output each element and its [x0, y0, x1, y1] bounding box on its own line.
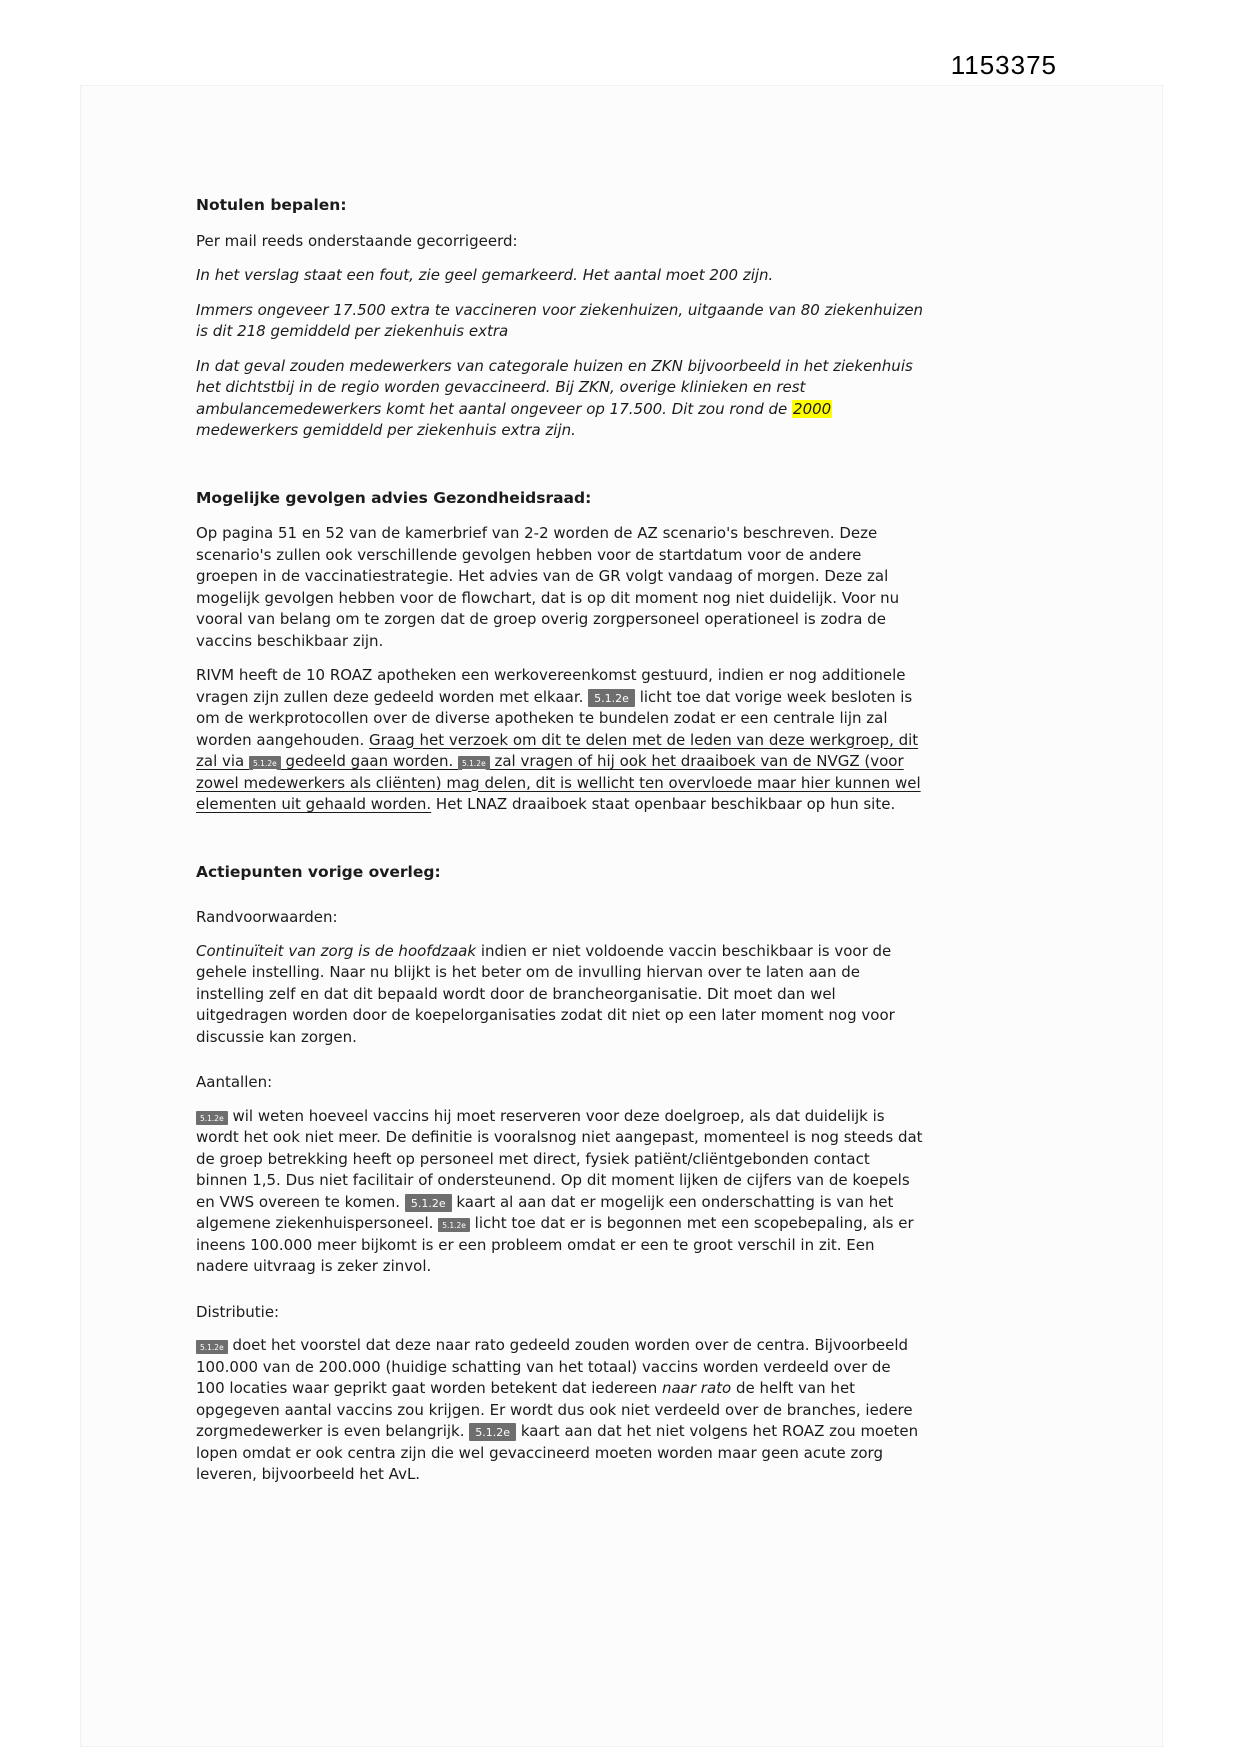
- text-run: indien er niet voldoende vaccin beschikbaar is voor de gehele instelling. Naar nu blijkt is het beter om de invulling hiervan over te laten aan de instelling zelf en dat dit bepaald wordt door de brancheorganisatie. Dit moet dan wel uitgedragen worden door de koepelorganisaties zodat dit niet op een later moment nog voor discussie kan zorgen.: [196, 941, 895, 1046]
- text-run: Randvoorwaarden:: [196, 908, 338, 926]
- text-run: Actiepunten vorige overleg:: [196, 862, 441, 881]
- text-run: zal vragen of hij ook het draaiboek van de NVGZ (voor zowel medewerkers als cliënten) mag delen, dit is wellicht ten overvloede maar hier kunnen wel elementen uit gehaald worden.: [196, 752, 921, 813]
- redaction-box: 5.1.2e: [438, 1218, 470, 1232]
- text-run: Continuïteit van zorg is de hoofdzaak: [196, 941, 477, 960]
- text-run: In dat geval zouden medewerkers van categorale huizen en ZKN bijvoorbeeld in het ziekenhuis het dichtstbij in de regio worden gevaccineerd. Bij ZKN, overige klinieken en rest ambulancemedewerkers komt het aantal ongeveer op 17.500. Dit zou rond de: [196, 356, 913, 418]
- text-run: wil weten hoeveel vaccins hij moet reserveren voor deze doelgroep, als dat duidelijk is wordt het ook niet meer. De definitie is vooralsnog niet aangepast, momenteel is nog steeds dat de groep betrekking heeft op personeel met direct, fysiek patiënt/cliëntgebonden contact binnen 1,5. Dus niet facilitair of ondersteunend. Op dit moment lijken de cijfers van de koepels en VWS overeen te komen.: [196, 1106, 923, 1211]
- text-run: Het LNAZ draaiboek staat openbaar beschikbaar op hun site.: [431, 795, 896, 813]
- redaction-box: 5.1.2e: [458, 756, 490, 770]
- heading: [196, 488, 924, 510]
- document-body: [196, 195, 924, 1499]
- redaction-box: 5.1.2e: [196, 1111, 228, 1125]
- text-run: kaart aan dat het niet volgens het ROAZ zou moeten lopen omdat er ook centra zijn die wel gevaccineerd moeten worden maar geen acute zorg leveren, bijvoorbeeld het AvL.: [196, 1422, 919, 1483]
- heading: [196, 862, 924, 884]
- text-run: naar rato: [661, 1379, 732, 1397]
- text-run: RIVM heeft de 10 ROAZ apotheken een werkovereenkomst gestuurd, indien er nog additionele vragen zijn zullen deze gedeeld worden met elkaar.: [196, 666, 906, 706]
- text-run: Per mail reeds onderstaande gecorrigeerd:: [196, 231, 518, 250]
- subheading: [196, 1072, 924, 1094]
- redaction-box: 5.1.2e: [588, 689, 635, 707]
- text-run: Mogelijke gevolgen advies Gezondheidsraad:: [196, 488, 592, 507]
- paragraph: [196, 941, 924, 1049]
- text-run: Immers ongeveer 17.500 extra te vaccineren voor ziekenhuizen, uitgaande van 80 ziekenhuizen is dit 218 gemiddeld per ziekenhuis extra: [196, 300, 924, 340]
- paragraph: [196, 231, 924, 253]
- paragraph: [196, 356, 924, 442]
- subheading: [196, 1302, 924, 1324]
- text-run: In het verslag staat een fout, zie geel gemarkeerd. Het aantal moet 200 zijn.: [196, 266, 774, 284]
- text-run: Graag het verzoek om dit te delen met de leden van deze werkgroep, dit zal via: [196, 730, 919, 770]
- text-run: Distributie:: [196, 1302, 280, 1321]
- text-run: licht toe dat er is begonnen met een scopebepaling, als er ineens 100.000 meer bijkomt is er een probleem omdat er een te groot verschil in zit. Een nadere uitvraag is zeker zinvol.: [196, 1214, 914, 1275]
- subheading: [196, 907, 924, 929]
- text-run: medewerkers gemiddeld per ziekenhuis extra zijn.: [196, 421, 576, 439]
- redaction-box: 5.1.2e: [249, 756, 281, 770]
- text-run: Aantallen:: [196, 1073, 273, 1091]
- highlighted-text: 2000: [793, 399, 832, 418]
- paragraph: [196, 523, 924, 652]
- text-run: gedeeld gaan worden.: [280, 752, 458, 770]
- text-run: doet het voorstel dat deze naar rato gedeeld zouden worden over de centra. Bijvoorbeeld 100.000 van de 200.000 (huidige schatting van het totaal) vaccins worden verdeeld over de 100 locaties waar geprikt gaat worden betekent dat iedereen: [196, 1336, 909, 1397]
- text-run: de helft van het opgegeven aantal vaccins zou krijgen. Er wordt dus ook niet verdeeld over de branches, iedere zorgmedewerker is even belangrijk.: [196, 1379, 913, 1440]
- page-number: 1153375: [950, 50, 1057, 80]
- text-run: Op pagina 51 en 52 van de kamerbrief van 2-2 worden de AZ scenario's beschreven. Deze scenario's zullen ook verschillende gevolgen hebben voor de startdatum voor de andere groepen in de vaccinatiestrategie. Het advies van de GR volgt vandaag of morgen. Deze zal mogelijk gevolgen hebben voor de flowchart, dat is op dit moment nog niet duidelijk. Voor nu vooral van belang om te zorgen dat de groep overig zorgpersoneel operationeel is zodra de vaccins beschikbaar zijn.: [196, 524, 900, 650]
- paragraph: [196, 265, 924, 287]
- redaction-box: 5.1.2e: [469, 1423, 516, 1441]
- text-run: licht toe dat vorige week besloten is om de werkprotocollen over de diverse apotheken te bundelen zodat er een centrale lijn zal worden aangehouden.: [196, 687, 913, 749]
- redaction-box: 5.1.2e: [405, 1194, 452, 1212]
- paragraph: [196, 300, 924, 343]
- text-run: kaart al aan dat er mogelijk een onderschatting is van het algemene ziekenhuispersoneel.: [196, 1192, 894, 1232]
- paragraph: [196, 1106, 924, 1278]
- paragraph: [196, 665, 924, 816]
- paragraph: [196, 1335, 924, 1486]
- text-run: Notulen bepalen:: [196, 196, 347, 214]
- redaction-box: 5.1.2e: [196, 1340, 228, 1354]
- heading: [196, 195, 924, 217]
- page-scan-area: [80, 85, 1163, 1747]
